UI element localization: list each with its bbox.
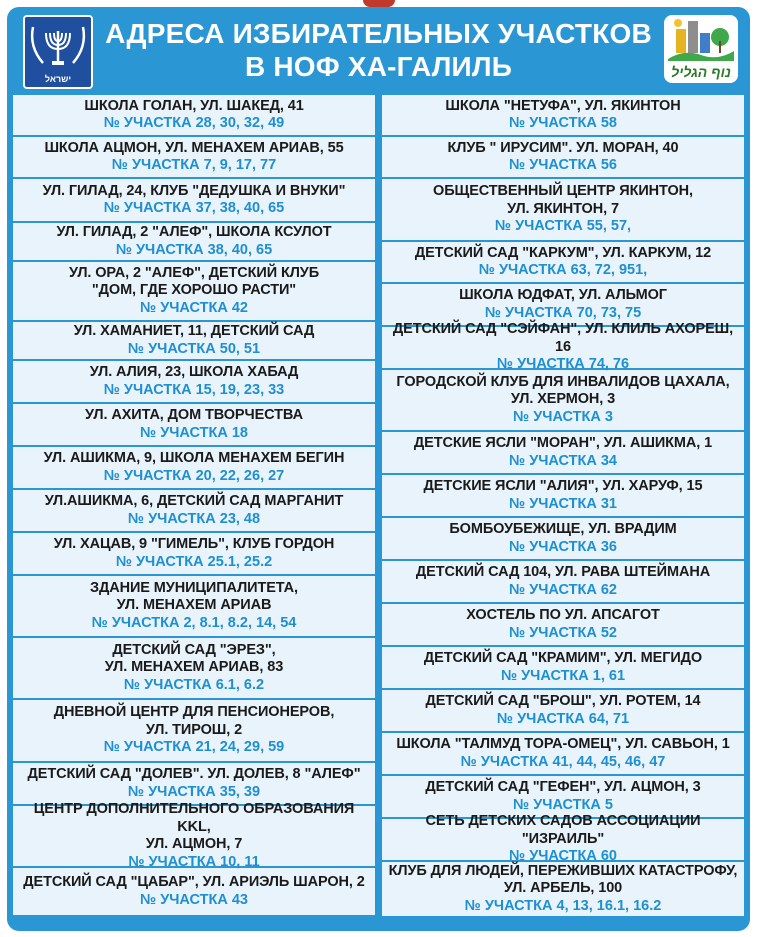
station-numbers: № УЧАСТКА 37, 38, 40, 65 (103, 200, 285, 216)
station-numbers: № УЧАСТКА 56 (509, 157, 617, 173)
polling-station-entry (382, 432, 744, 475)
polling-station-entry (382, 813, 744, 865)
station-numbers: № УЧАСТКА 41, 44, 45, 46, 47 (460, 753, 666, 770)
station-address: КЛУБ ДЛЯ ЛЮДЕЙ, ПЕРЕЖИВШИХ КАТАСТРОФУ, (388, 862, 738, 879)
polling-station-entry (13, 490, 375, 533)
station-address: УЛ. АШИКМА, 9, ШКОЛА МЕНАХЕМ БЕГИН (43, 450, 345, 466)
station-address: ЦЕНТР ДОПОЛНИТЕЛЬНОГО ОБРАЗОВАНИЯ KKL, (33, 801, 355, 835)
station-address: ДНЕВНОЙ ЦЕНТР ДЛЯ ПЕНСИОНЕРОВ, (53, 704, 335, 721)
polling-station-entry (13, 322, 375, 361)
station-numbers: № УЧАСТКА 21, 24, 29, 59 (103, 739, 285, 756)
station-address: УЛ. МЕНАХЕМ АРИАВ (116, 597, 272, 614)
station-numbers: № УЧАСТКА 5 (513, 796, 613, 813)
station-address: УЛ. ЯКИНТОН, 7 (507, 200, 619, 217)
right-column (382, 95, 744, 916)
station-address: ШКОЛА АЦМОН, УЛ. МЕНАХЕМ АРИАВ, 55 (44, 139, 344, 156)
polling-station-entry (382, 690, 744, 733)
polling-station-entry (382, 321, 744, 373)
station-numbers: № УЧАСТКА 36 (509, 538, 617, 555)
menorah-emblem-icon (25, 17, 91, 75)
station-numbers: № УЧАСТКА 6.1, 6.2 (123, 676, 265, 693)
station-address: ДЕТСКИЙ САД "КРАМИМ", УЛ. МЕГИДО (423, 650, 703, 666)
title-line-1: АДРЕСА ИЗБИРАТЕЛЬНЫХ УЧАСТКОВ (105, 18, 652, 49)
station-address: УЛ. ОРА, 2 "АЛЕФ", ДЕТСКИЙ КЛУБ (68, 264, 320, 281)
polling-station-entry (13, 404, 375, 447)
state-emblem (23, 15, 93, 89)
station-numbers: № УЧАСТКА 23, 48 (127, 510, 261, 527)
polling-station-entry (382, 179, 744, 242)
header (7, 7, 750, 91)
station-address: "ДОМ, ГДЕ ХОРОШО РАСТИ" (91, 282, 297, 299)
polling-station-entry (382, 647, 744, 690)
polling-station-entry (382, 137, 744, 179)
station-numbers: № УЧАСТКА 25.1, 25.2 (115, 553, 273, 570)
station-numbers: № УЧАСТКА 38, 40, 65 (115, 241, 273, 258)
station-numbers: № УЧАСТКА 28, 30, 32, 49 (103, 115, 285, 131)
station-numbers: № УЧАСТКА 31 (509, 495, 617, 512)
polling-station-entry (382, 95, 744, 137)
polling-station-entry (382, 561, 744, 604)
station-numbers: № УЧАСТКА 74, 76 (496, 356, 630, 373)
station-numbers: № УЧАСТКА 1, 61 (500, 667, 626, 684)
station-address: ХОСТЕЛЬ ПО УЛ. АПСАГОТ (466, 607, 660, 623)
station-numbers: № УЧАСТКА 70, 73, 75 (484, 304, 642, 321)
station-address: ШКОЛА "ТАЛМУД ТОРА-ОМЕЦ", УЛ. САВЬОН, 1 (396, 736, 730, 752)
station-numbers: № УЧАСТКА 63, 72, 951, (478, 262, 648, 278)
city-logo-caption: נוף הגליל (671, 64, 731, 80)
polling-station-entry (382, 242, 744, 284)
polling-station-entry (13, 223, 375, 262)
station-numbers: № УЧАСТКА 4, 13, 16.1, 16.2 (464, 897, 662, 914)
station-numbers: № УЧАСТКА 10, 11 (128, 853, 260, 870)
station-address: УЛ. АЦМОН, 7 (145, 836, 243, 852)
station-address: УЛ. АРБЕЛЬ, 100 (503, 880, 623, 897)
station-address: УЛ. ХАМАНИЕТ, 11, ДЕТСКИЙ САД (73, 323, 315, 339)
station-numbers: № УЧАСТКА 35, 39 (127, 783, 261, 800)
station-address: ДЕТСКИЕ ЯСЛИ "АЛИЯ", УЛ. ХАРУФ, 15 (423, 478, 703, 494)
station-numbers: № УЧАСТКА 58 (509, 115, 617, 131)
top-tab (363, 0, 395, 7)
polling-station-entry (13, 576, 375, 638)
station-address: УЛ. АХИТА, ДОМ ТВОРЧЕСТВА (85, 407, 303, 423)
polling-station-entry (382, 475, 744, 518)
station-numbers: № УЧАСТКА 34 (509, 452, 617, 469)
city-skyline-icon (664, 15, 738, 63)
station-address: УЛ. ГИЛАД, 2 "АЛЕФ", ШКОЛА КСУЛОТ (56, 224, 332, 240)
station-address: УЛ. ГИЛАД, 24, КЛУБ "ДЕДУШКА И ВНУКИ" (42, 182, 346, 199)
title-line-2: В НОФ ХА-ГАЛИЛЬ (244, 51, 513, 82)
polling-station-entry (382, 604, 744, 647)
station-address: СЕТЬ ДЕТСКИХ САДОВ АССОЦИАЦИИ "ИЗРАИЛЬ" (425, 813, 701, 847)
polling-station-entry (13, 700, 375, 763)
polling-station-entry (382, 518, 744, 561)
polling-station-entry (382, 370, 744, 432)
station-address: УЛ. ХЕРМОН, 3 (510, 391, 616, 408)
station-address: ДЕТСКИЙ САД "СЭЙФАН", УЛ. КЛИЛЬ АХОРЕШ, 16 (392, 321, 734, 355)
polling-station-entry (13, 801, 375, 870)
station-numbers: № УЧАСТКА 42 (140, 299, 248, 316)
station-address: ДЕТСКИЙ САД "КАРКУМ", УЛ. КАРКУМ, 12 (414, 244, 712, 261)
station-address: ДЕТСКИЙ САД "ЦАБАР", УЛ. АРИЭЛЬ ШАРОН, 2 (23, 874, 365, 890)
polling-station-entry (382, 733, 744, 776)
station-numbers: № УЧАСТКА 64, 71 (496, 710, 630, 727)
station-address: ДЕТСКИЕ ЯСЛИ "МОРАН", УЛ. АШИКМА, 1 (413, 435, 713, 451)
station-address: УЛ. АЛИЯ, 23, ШКОЛА ХАБАД (89, 364, 299, 380)
polling-station-entry (13, 95, 375, 137)
polling-station-entry (13, 262, 375, 322)
station-numbers: № УЧАСТКА 50, 51 (127, 340, 261, 357)
station-address: ДЕТСКИЙ САД "ГЕФЕН", УЛ. АЦМОН, 3 (425, 779, 701, 795)
station-numbers: № УЧАСТКА 15, 19, 23, 33 (103, 381, 285, 398)
station-numbers: № УЧАСТКА 55, 57, (494, 218, 632, 235)
city-logo (664, 15, 738, 83)
polling-station-entry (13, 137, 375, 179)
station-numbers: № УЧАСТКА 43 (140, 891, 248, 908)
station-address: ШКОЛА ЮДФАТ, УЛ. АЛЬМОГ (459, 287, 667, 303)
emblem-caption: ישראל (44, 74, 72, 84)
station-address: УЛ.АШИКМА, 6, ДЕТСКИЙ САД МАРГАНИТ (44, 493, 344, 509)
polling-stations-list (13, 95, 744, 925)
station-address: ДЕТСКИЙ САД "ДОЛЕВ". УЛ. ДОЛЕВ, 8 "АЛЕФ" (27, 766, 361, 782)
polling-station-entry (382, 862, 744, 916)
station-address: БОМБОУБЕЖИЩЕ, УЛ. ВРАДИМ (449, 521, 677, 537)
station-address: ДЕТСКИЙ САД "ЭРЕЗ", (112, 641, 276, 658)
station-numbers: № УЧАСТКА 2, 8.1, 8.2, 14, 54 (91, 614, 297, 631)
station-address: ДЕТСКИЙ САД 104, УЛ. РАВА ШТЕЙМАНА (415, 564, 711, 580)
station-address: УЛ. МЕНАХЕМ АРИАВ, 83 (104, 659, 284, 676)
station-address: УЛ. ТИРОШ, 2 (145, 721, 243, 738)
station-address: ОБЩЕСТВЕННЫЙ ЦЕНТР ЯКИНТОН, (433, 183, 693, 200)
polling-station-entry (13, 533, 375, 576)
poster-frame (7, 7, 750, 931)
polling-station-entry (13, 179, 375, 223)
station-address: ГОРОДСКОЙ КЛУБ ДЛЯ ИНВАЛИДОВ ЦАХАЛА, (396, 373, 730, 390)
page-title (97, 17, 660, 83)
left-column (13, 95, 375, 915)
station-numbers: № УЧАСТКА 18 (140, 424, 248, 441)
polling-station-entry (13, 638, 375, 700)
station-address: ДЕТСКИЙ САД "БРОШ", УЛ. РОТЕМ, 14 (425, 693, 701, 709)
station-numbers: № УЧАСТКА 20, 22, 26, 27 (103, 467, 285, 484)
polling-station-entry (13, 361, 375, 404)
polling-station-entry (13, 868, 375, 915)
polling-station-entry (13, 763, 375, 806)
station-address: ЗДАНИЕ МУНИЦИПАЛИТЕТА, (90, 579, 298, 596)
polling-station-entry (13, 447, 375, 490)
station-address: ШКОЛА "НЕТУФА", УЛ. ЯКИНТОН (445, 97, 681, 114)
station-numbers: № УЧАСТКА 7, 9, 17, 77 (111, 157, 277, 173)
station-numbers: № УЧАСТКА 60 (509, 848, 617, 865)
station-address: УЛ. ХАЦАВ, 9 "ГИМЕЛЬ", КЛУБ ГОРДОН (53, 536, 335, 552)
station-address: КЛУБ " ИРУСИМ". УЛ. МОРАН, 40 (447, 139, 679, 156)
station-numbers: № УЧАСТКА 52 (509, 624, 617, 641)
station-numbers: № УЧАСТКА 62 (509, 581, 617, 598)
station-address: ШКОЛА ГОЛАН, УЛ. ШАКЕД, 41 (84, 97, 304, 114)
station-numbers: № УЧАСТКА 3 (513, 408, 613, 425)
